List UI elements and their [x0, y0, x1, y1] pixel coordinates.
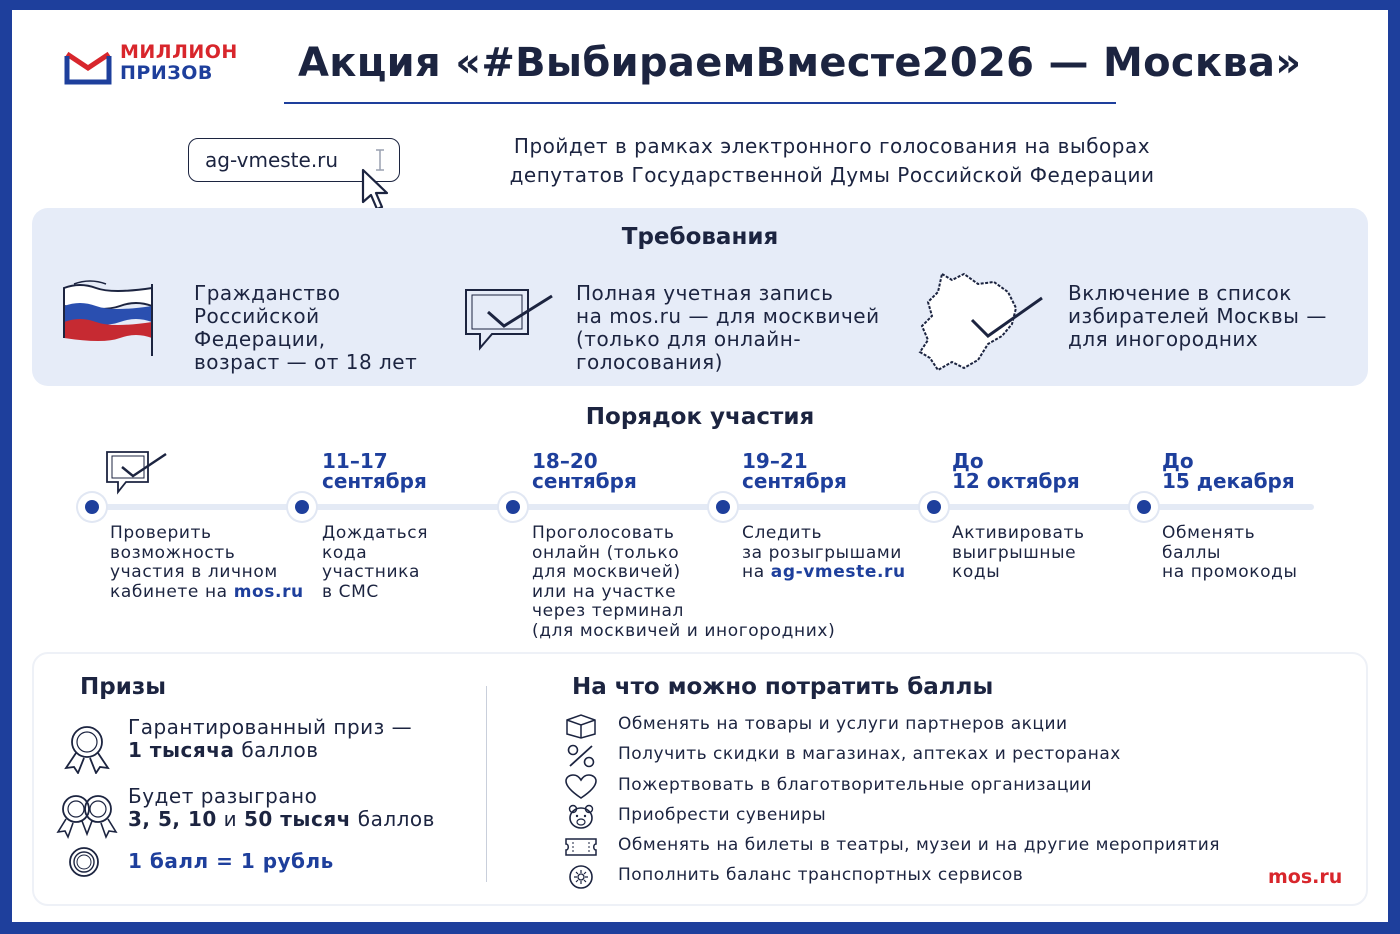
spend-item-5: Обменять на билеты в театры, музеи и на другие мероприятия [618, 835, 1220, 855]
logo [64, 40, 264, 96]
guaranteed-prize-line1: Гарантированный приз — [128, 715, 413, 739]
requirement-1-line: Гражданство [194, 281, 341, 305]
medal-icon [60, 722, 114, 774]
box-icon [564, 713, 598, 739]
timeline-dot [78, 493, 106, 521]
step-date-line: 11–17 [322, 449, 388, 473]
timeline-dot [920, 493, 948, 521]
intro-line1: Пройдет в рамках электронного голосования на выборах [513, 134, 1151, 158]
requirement-2-line: (только для онлайн- [576, 327, 802, 351]
timeline-dot [1130, 493, 1158, 521]
step-5-date [952, 451, 1080, 491]
step-4-text [742, 524, 906, 583]
step-line: участия в личном [110, 562, 278, 582]
ag-vmeste-link[interactable]: ag-vmeste.ru [770, 562, 906, 582]
prizes-title: Призы [80, 674, 166, 700]
step-line: кабинете на [110, 581, 234, 602]
intro-line2: депутатов Государственной Думы Российской Федерации [509, 163, 1155, 187]
step-line: баллы [1162, 542, 1222, 563]
step-line: кода [322, 542, 368, 563]
spend-item-1: Обменять на товары и услуги партнеров акции [618, 714, 1068, 734]
step-line: Активировать [952, 523, 1085, 543]
logo-text [120, 42, 238, 84]
page-title: Акция «#ВыбираемВместе2026 — Москва» [298, 40, 1302, 86]
step-line: через терминал [532, 601, 685, 621]
requirement-3-text [1068, 282, 1327, 351]
step-6-date [1162, 451, 1295, 491]
percent-icon [564, 743, 598, 769]
coin-icon [68, 846, 100, 878]
step-date-line: 18–20 [532, 449, 598, 473]
step-line: (для москвичей и иногородних) [532, 620, 836, 641]
heart-icon [564, 774, 598, 800]
medals-icon [54, 790, 120, 840]
step-line: для москвичей) [532, 562, 681, 582]
step-line: или на участке [532, 581, 677, 602]
transport-card-icon [564, 864, 598, 890]
step-1-text [110, 524, 304, 602]
step-date-line: сентября [532, 469, 637, 493]
spend-item-2: Получить скидки в магазинах, аптеках и ресторанах [618, 744, 1121, 764]
poster [12, 10, 1388, 922]
requirement-1-line: Федерации, [194, 327, 326, 351]
url-text: ag-vmeste.ru [205, 148, 339, 172]
step-4-date [742, 451, 847, 491]
draw-prize-line1: Будет разыграно [128, 784, 318, 808]
draw-amounts: 3, 5, 10 [128, 807, 217, 831]
draw-amount-max: 50 тысяч [244, 807, 351, 831]
step-line: за розыгрышами [742, 542, 902, 563]
requirement-2-text [576, 282, 880, 374]
draw-and: и [216, 807, 245, 831]
step-line-with-link [110, 583, 304, 603]
step-2-date [322, 451, 427, 491]
step-line: на промокоды [1162, 562, 1298, 582]
step-line: Проголосовать [532, 523, 675, 543]
moscow-map-check-icon [912, 264, 1048, 378]
step-date-line: 15 декабря [1162, 469, 1295, 493]
step-6-text [1162, 524, 1298, 583]
requirement-3-line: Включение в список [1068, 281, 1292, 305]
title-divider [284, 102, 1116, 104]
step-line: в СМС [322, 581, 379, 602]
step-date-line: 12 октября [952, 469, 1080, 493]
guaranteed-amount: 1 тысяча [128, 738, 235, 762]
step-line: возможность [110, 542, 236, 563]
russian-flag-icon [60, 276, 160, 360]
step-line-with-link [742, 563, 906, 583]
step-date-line: До [952, 449, 984, 473]
intro-text [432, 132, 1232, 190]
timeline-dot [709, 493, 737, 521]
requirement-1-line: возраст — от 18 лет [194, 350, 418, 374]
draw-prize-line2 [128, 808, 435, 831]
requirement-1-text [194, 282, 417, 374]
step-date-line: До [1162, 449, 1194, 473]
step-2-text [322, 524, 428, 602]
spend-item-3: Пожертвовать в благотворительные организации [618, 775, 1092, 795]
step-3-date [532, 451, 637, 491]
step-date-line: сентября [742, 469, 847, 493]
guaranteed-prize [128, 716, 412, 762]
requirement-1-line: Российской [194, 304, 320, 328]
step-line: участника [322, 562, 421, 582]
requirement-2-line: на mos.ru — для москвичей [576, 304, 880, 328]
logo-line2: ПРИЗОВ [120, 62, 213, 84]
mos-ru-link[interactable]: mos.ru [233, 581, 304, 602]
requirement-2-line: Полная учетная запись [576, 281, 834, 305]
guaranteed-prize-line2 [128, 739, 412, 762]
step-date-line: сентября [322, 469, 427, 493]
requirements-title: Требования [621, 224, 779, 250]
points-rate: 1 балл = 1 рубль [128, 849, 334, 873]
chat-check-icon [104, 448, 168, 496]
timeline-dot [288, 493, 316, 521]
step-line: онлайн (только [532, 542, 680, 563]
step-line: Следить [742, 523, 823, 543]
step-line: выигрышные [952, 542, 1077, 563]
logo-mark-icon [64, 46, 112, 86]
participation-title: Порядок участия [585, 404, 815, 430]
step-line: коды [952, 562, 1001, 582]
ticket-icon [564, 834, 598, 860]
step-line: Дождаться [322, 523, 429, 543]
spend-title: На что можно потратить баллы [572, 674, 994, 700]
spend-item-6: Пополнить баланс транспортных сервисов [618, 865, 1024, 885]
teddy-bear-icon [564, 804, 598, 830]
logo-line1: МИЛЛИОН [120, 41, 238, 63]
requirement-3-line: избирателей Москвы — [1068, 304, 1327, 328]
timeline-dot [499, 493, 527, 521]
spend-item-4: Приобрести сувениры [618, 805, 827, 825]
chat-check-icon [462, 284, 558, 354]
requirement-3-line: для иногородних [1068, 327, 1259, 351]
draw-unit: баллов [350, 807, 435, 831]
step-line: Обменять [1162, 523, 1256, 543]
requirement-2-line: голосования) [576, 350, 723, 374]
guaranteed-unit: баллов [234, 738, 319, 762]
step-5-text [952, 524, 1085, 583]
step-date-line: 19–21 [742, 449, 808, 473]
step-line: Проверить [110, 523, 212, 543]
panel-divider [486, 686, 487, 882]
step-line: на [742, 562, 771, 582]
draw-prize [128, 785, 435, 831]
mos-ru-footer-link[interactable]: mos.ru [1268, 866, 1343, 888]
